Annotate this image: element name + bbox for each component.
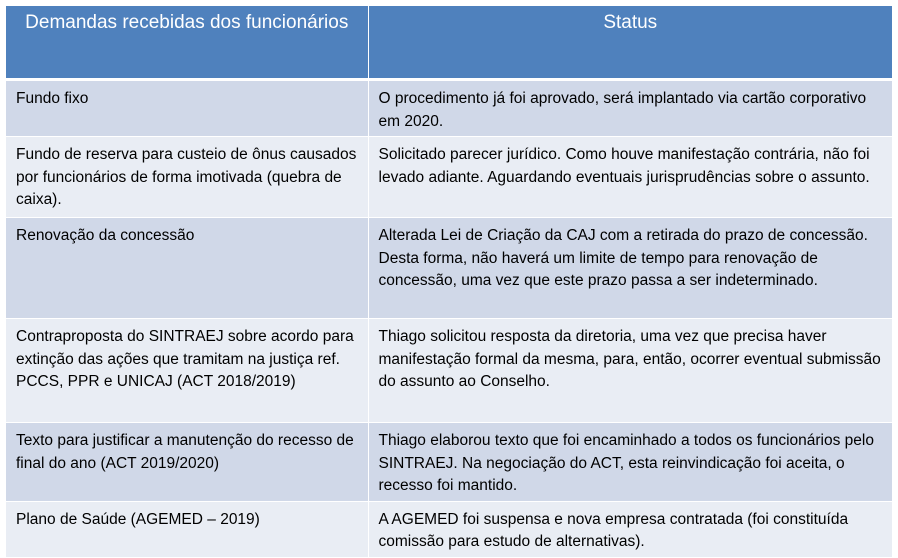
table-header-row: [6, 6, 892, 80]
status-cell: Alterada Lei de Criação da CAJ com a retirada do prazo de concessão. Desta forma, não haverá um limite de tempo para renovação de concessão, uma vez que este prazo passa a ser indeterminado.: [368, 218, 892, 319]
demand-cell: Texto para justificar a manutenção do recesso de final do ano (ACT 2019/2020): [6, 423, 368, 502]
demands-status-table: [6, 6, 892, 558]
column-header-status: Status: [368, 6, 892, 80]
status-cell: Solicitado parecer jurídico. Como houve manifestação contrária, não foi levado adiante. Aguardando eventuais jurisprudências sobre o assunto.: [368, 137, 892, 218]
demand-cell: Fundo de reserva para custeio de ônus causados por funcionários de forma imotivada (quebra de caixa).: [6, 137, 368, 218]
demand-cell: Renovação da concessão: [6, 218, 368, 319]
table-row: [6, 319, 892, 423]
column-header-demands: Demandas recebidas dos funcionários: [6, 6, 368, 80]
table-row: [6, 137, 892, 218]
status-cell: A AGEMED foi suspensa e nova empresa contratada (foi constituída comissão para estudo de alternativas).: [368, 501, 892, 557]
demand-cell: Fundo fixo: [6, 80, 368, 137]
demand-cell: Plano de Saúde (AGEMED – 2019): [6, 501, 368, 557]
table-row: [6, 423, 892, 502]
status-cell: O procedimento já foi aprovado, será implantado via cartão corporativo em 2020.: [368, 80, 892, 137]
status-cell: Thiago elaborou texto que foi encaminhado a todos os funcionários pelo SINTRAEJ. Na negociação do ACT, esta reinvindicação foi aceita, o recesso foi mantido.: [368, 423, 892, 502]
table-row: [6, 501, 892, 557]
table-row: [6, 80, 892, 137]
demand-cell: Contraproposta do SINTRAEJ sobre acordo para extinção das ações que tramitam na justiça ref. PCCS, PPR e UNICAJ (ACT 2018/2019): [6, 319, 368, 423]
table-row: [6, 218, 892, 319]
status-cell: Thiago solicitou resposta da diretoria, uma vez que precisa haver manifestação formal da mesma, para, então, ocorrer eventual submissão do assunto ao Conselho.: [368, 319, 892, 423]
